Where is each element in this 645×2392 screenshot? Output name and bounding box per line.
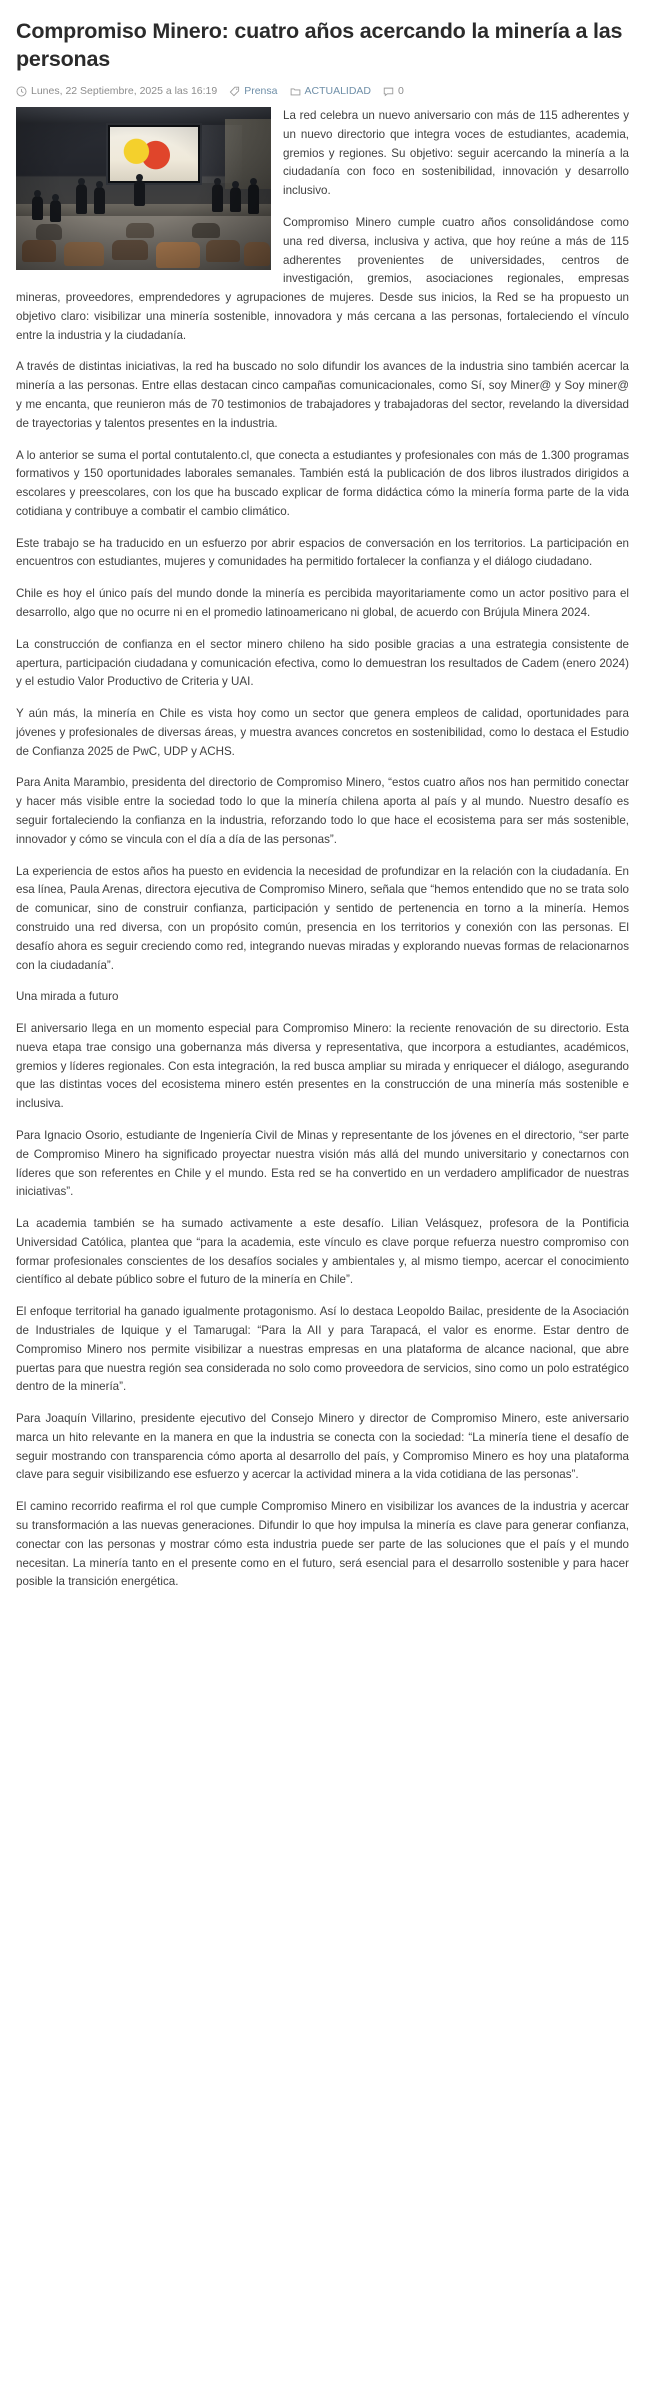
clock-icon [16,86,27,97]
paragraph: La experiencia de estos años ha puesto en evidencia la necesidad de profundizar en la relación con la ciudadanía. En esa línea, Paula Arenas, directora ejecutiva de Compromiso Minero, señala que “hemos entendido que no se trata solo de comunicar, sino de construir confianza, participación y sentido de pertenencia en torno a la minería. Hemos construido una red diversa, con un propósito común, presencia en los territorios y conexión con las personas. El desafío ahora es seguir creciendo como red, integrando nuevas miradas y explorando nuevas formas de relacionarnos con la ciudadanía”. [16,864,629,972]
paragraph: El aniversario llega en un momento especial para Compromiso Minero: la reciente renovación de su directorio. Esta nueva etapa trae consigo una gobernanza más diversa y representativa, que incorpora a estudiantes, académicos, gremios y líderes regionales. Con esta integración, la red busca ampliar su mirada y enriquecer el diálogo, asegurando que las distintas voces del ecosistema minero estén presentes en la construcción de una minería más sostenible e inclusiva. [16,1022,629,1111]
meta-author[interactable] [229,85,277,97]
paragraph: A través de distintas iniciativas, la red ha buscado no solo difundir los avances de la industria sino también acercar la minería a las personas. Entre ellas destacan cinco campañas comunicacionales, como Sí, soy Miner@ y Soy miner@ y me encanta, que reunieron más de 70 testimonios de trabajadores y trabajadoras del sector, revelando la diversidad de trayectorias y talentos presentes en la industria. [16,360,629,430]
folder-icon [290,86,301,97]
page-title: Compromiso Minero: cuatro años acercando la minería a las personas [16,19,623,71]
paragraph: La academia también se ha sumado activamente a este desafío. Lilian Velásquez, profesora de la Pontificia Universidad Católica, plantea que “para la academia, este vínculo es clave porque refuerza nuestro compromiso con formar profesionales conscientes de los desafíos sociales y ambientales y, al mismo tiempo, acercar el conocimiento científico al debate público sobre el futuro de la minería en Chile”. [16,1217,629,1287]
meta-comments[interactable] [383,85,404,97]
article-body [16,107,629,1605]
section-heading: Una mirada a futuro [16,990,119,1004]
paragraph: El enfoque territorial ha ganado igualmente protagonismo. Así lo destaca Leopoldo Bailac, presidente de la Asociación de Industriales de Iquique y el Tamarugal: “Para la AII y para Tarapacá, el valor es enorme. Estar dentro de Compromiso Minero nos permite visibilizar a nuestras empresas en una plataforma de alcance nacional, que abre puertas para que nuestra región sea considerada no solo como proveedora de servicios, sino como un polo estratégico dentro de la minería”. [16,1305,629,1394]
paragraph: Y aún más, la minería en Chile es vista hoy como un sector que genera empleos de calidad, oportunidades para jóvenes y profesionales de diversas áreas, y muestra avances concretos en sostenibilidad, como lo destaca el Estudio de Confianza 2025 de PwC, UDP y ACHS. [16,707,629,758]
lead-image-figure [16,107,271,270]
paragraph: Para Anita Marambio, presidenta del directorio de Compromiso Minero, “estos cuatro años nos han permitido conectar y hacer más visible entre la sociedad todo lo que la minería chilena aporta al país y al mundo. Nuestro desafío es seguir fortaleciendo la confianza en la industria, reforzando todo lo que hace el ecosistema para ser más sostenible, innovador y cómo se vincula con el día a día de las personas”. [16,776,629,846]
paragraph: La red celebra un nuevo aniversario con más de 115 adherentes y un nuevo directorio que integra voces de estudiantes, academia, gremios y regiones. Su objetivo: seguir acercando la minería a la ciudadanía con foco en sostenibilidad, innovación y desarrollo inclusivo. [283,109,629,198]
meta-category[interactable] [290,85,372,97]
paragraph: A lo anterior se suma el portal contutalento.cl, que conecta a estudiantes y profesionales con más de 1.300 programas formativos y 150 oportunidades laborales semanales. También está la publicación de dos libros ilustrados dirigidos a escolares y preescolares, con los que ha buscado explicar de forma didáctica cómo la minería forma parte de la vida cotidiana y contribuye a combatir el cambio climático. [16,448,629,518]
event-auditorium-photo [16,107,271,270]
article-meta [16,85,629,107]
meta-comments-count: 0 [398,85,404,98]
meta-category-link[interactable]: ACTUALIDAD [304,85,372,98]
paragraph: Compromiso Minero cumple cuatro años consolidándose como una red diversa, inclusiva y activa, que hoy reúne a más de 115 adherentes provenientes de universidades, centros de investigación, gremios, asociaciones regionales, empresas mineras, proveedores, emprendedores y agrupaciones de mujeres. Desde sus inicios, la Red se ha propuesto un objetivo claro: visibilizar una minería sostenible, innovadora y más cercana a las personas, fortaleciendo el vínculo entre la industria y la ciudadanía. [16,215,629,342]
meta-author-link[interactable]: Prensa [244,85,278,98]
paragraph: Este trabajo se ha traducido en un esfuerzo por abrir espacios de conversación en los territorios. La participación en encuentros con estudiantes, mujeres y comunidades ha permitido fortalecer la confianza y el diálogo ciudadano. [16,536,629,569]
paragraph: El camino recorrido reafirma el rol que cumple Compromiso Minero en visibilizar los avances de la industria y acercar su transformación a las nuevas generaciones. Difundir lo que hoy impulsa la minería es clave para generar confianza, conectar con las personas y mostrar cómo esta industria puede ser parte de las soluciones que el país y el mundo necesitan. La minería tanto en el presente como en el futuro, será esencial para el desarrollo sostenible y para hacer posible la transición energética. [16,1500,629,1589]
paragraph: Chile es hoy el único país del mundo donde la minería es percibida mayoritariamente como un actor positivo para el desarrollo, algo que no ocurre ni en el promedio latinoamericano ni global, de acuerdo con Brújula Minera 2024. [16,587,629,619]
paragraph: La construcción de confianza en el sector minero chileno ha sido posible gracias a una estrategia consistente de apertura, participación ciudadana y comunicación efectiva, como lo demuestran los resultados de Cadem (enero 2024) y el estudio Valor Productivo de Criteria y UAI. [16,637,629,689]
tag-icon [229,86,240,97]
comment-icon [383,86,394,97]
paragraph: Para Ignacio Osorio, estudiante de Ingeniería Civil de Minas y representante de los jóvenes en el directorio, “ser parte de Compromiso Minero ha significado proyectar nuestra visión más allá del mundo universitario y conectarnos con líderes que son referentes en Chile y el mundo. Esta red se ha convertido en un verdadero amplificador de nuestras iniciativas”. [16,1128,629,1199]
meta-date-text: Lunes, 22 Septiembre, 2025 a las 16:19 [31,85,218,98]
meta-date [16,85,217,97]
paragraph: Para Joaquín Villarino, presidente ejecutivo del Consejo Minero y director de Compromiso Minero, este aniversario marca un hito relevante en la manera en que la industria se conecta con la sociedad: “La minería tiene el desafío de seguir mostrando con transparencia cómo aporta al desarrollo del país, y Compromiso Minero es hoy una plataforma clave para seguir visibilizando ese esfuerzo y acercar la actividad minera a la vida cotidiana de las personas”. [16,1412,629,1482]
